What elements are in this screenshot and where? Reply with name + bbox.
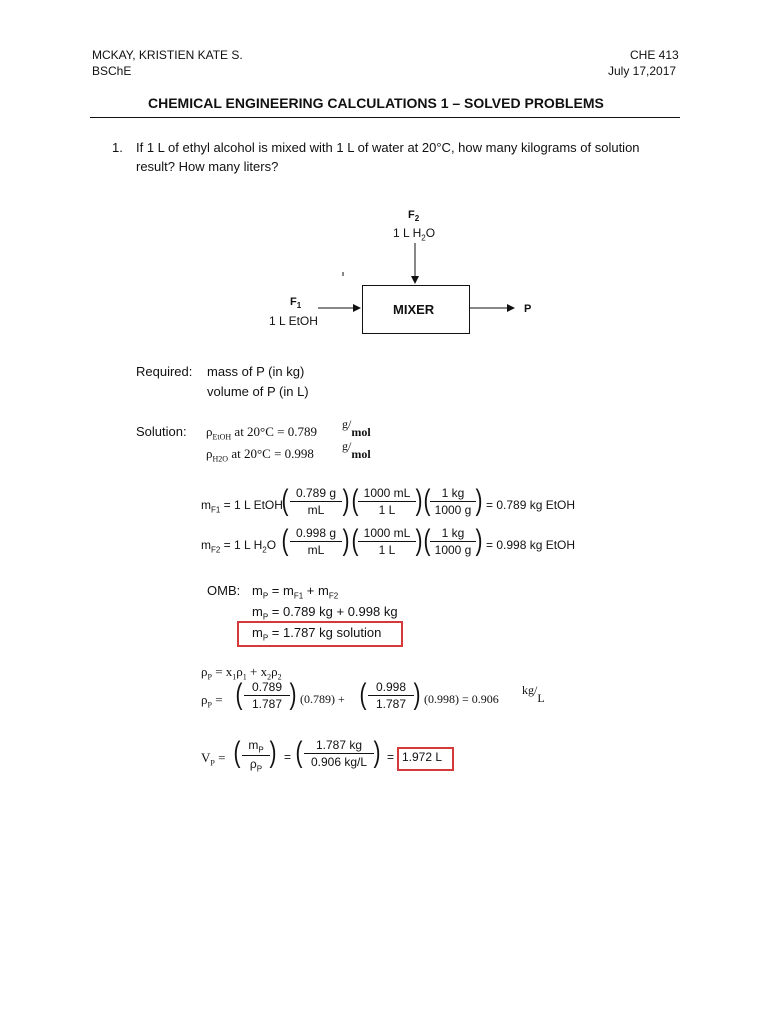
omb-line1: $m_P = m_{F1} + m_{F2}$ xyxy=(252,583,339,601)
mf1-result: = 0.789 kg EtOH xyxy=(486,498,576,512)
required-line2: volume of P (in L) xyxy=(207,384,309,399)
omb-line2: $m_P = 0.789$ kg + 0.998 kg xyxy=(252,604,398,622)
mf2-lhs: $m_{F2} = 1$ L $H_2O$ xyxy=(201,538,277,555)
density-frac2: $\frac{0.998}{1.787}$ xyxy=(368,680,414,711)
f2-description: 1 L $H_2O$ xyxy=(393,226,436,243)
mf2-factor1: $\frac{0.998 g}{mL}$ xyxy=(290,526,342,557)
omb-label: OMB: xyxy=(207,583,241,598)
volume-frac2: $\frac{1.787 kg}{0.906 kg/L}$ xyxy=(304,738,374,769)
density-frac1: $\frac{0.789}{1.787}$ xyxy=(244,680,290,711)
f1-description: 1 L EtOH xyxy=(269,314,318,328)
rho-etoh-line: $\rho_{EtOH}$ at 20°C = 0.789 xyxy=(206,424,318,442)
volume-equals: = xyxy=(284,750,292,764)
document-date: July 17,2017 xyxy=(608,64,677,78)
omb-line3: $m_P = 1.787$ kg solution xyxy=(252,625,382,643)
mf2-result: = 0.998 kg EtOH xyxy=(486,538,576,552)
mf2-factor2: $\frac{1000 mL}{1 L}$ xyxy=(358,526,416,557)
document-title: CHEMICAL ENGINEERING CALCULATIONS 1 – SOLVED PROBLEMS xyxy=(148,95,604,111)
mixer-label: MIXER xyxy=(393,302,435,317)
volume-lhs: $V_P$ = xyxy=(201,750,226,768)
mf1-lhs: $m_{F1} = 1$ L EtOH xyxy=(201,498,283,515)
product-label: P xyxy=(524,303,532,315)
mf1-factor3: $\frac{1 kg}{1000 g}$ xyxy=(430,486,476,517)
rho-etoh-unit: g/mol xyxy=(342,417,371,439)
problem-number: 1. xyxy=(112,140,123,155)
program-name: BSChE xyxy=(92,64,132,78)
volume-equals-2: = xyxy=(387,750,395,764)
volume-result: 1.972 L xyxy=(402,750,443,764)
solution-label: Solution: xyxy=(136,424,187,439)
course-code: CHE 413 xyxy=(630,48,679,62)
density-lhs: $\rho_P$ = xyxy=(201,692,223,710)
problem-text-line1: If 1 L of ethyl alcohol is mixed with 1 L of water at 20°C, how many kilograms of solution xyxy=(136,140,640,155)
required-line1: mass of P (in kg) xyxy=(207,364,305,379)
flow-arrows xyxy=(0,0,768,400)
density-formula: $\rho_P = x_1\rho_1 + x_2\rho_2$ xyxy=(201,664,282,682)
density-unit: kg/L xyxy=(522,683,545,705)
problem-text-line2: result? How many liters? xyxy=(136,159,279,174)
author-name: MCKAY, KRISTIEN KATE S. xyxy=(92,48,243,62)
density-val2: (0.998) = 0.906 xyxy=(424,692,499,706)
mf2-factor3: $\frac{1 kg}{1000 g}$ xyxy=(430,526,476,557)
mf1-factor1: $\frac{0.789 g}{mL}$ xyxy=(290,486,342,517)
volume-frac1: $\frac{m_P}{\rho_P}$ xyxy=(242,738,270,774)
f1-label: $F_1$ xyxy=(290,296,302,311)
density-val1: (0.789) + xyxy=(300,692,345,706)
required-label: Required: xyxy=(136,364,193,379)
rho-water-unit: g/mol xyxy=(342,439,371,461)
rho-water-line: $\rho_{H2O}$ at 20°C = 0.998 xyxy=(206,446,314,464)
f2-label: $F_2$ xyxy=(408,209,420,224)
mf1-factor2: $\frac{1000 mL}{1 L}$ xyxy=(358,486,416,517)
